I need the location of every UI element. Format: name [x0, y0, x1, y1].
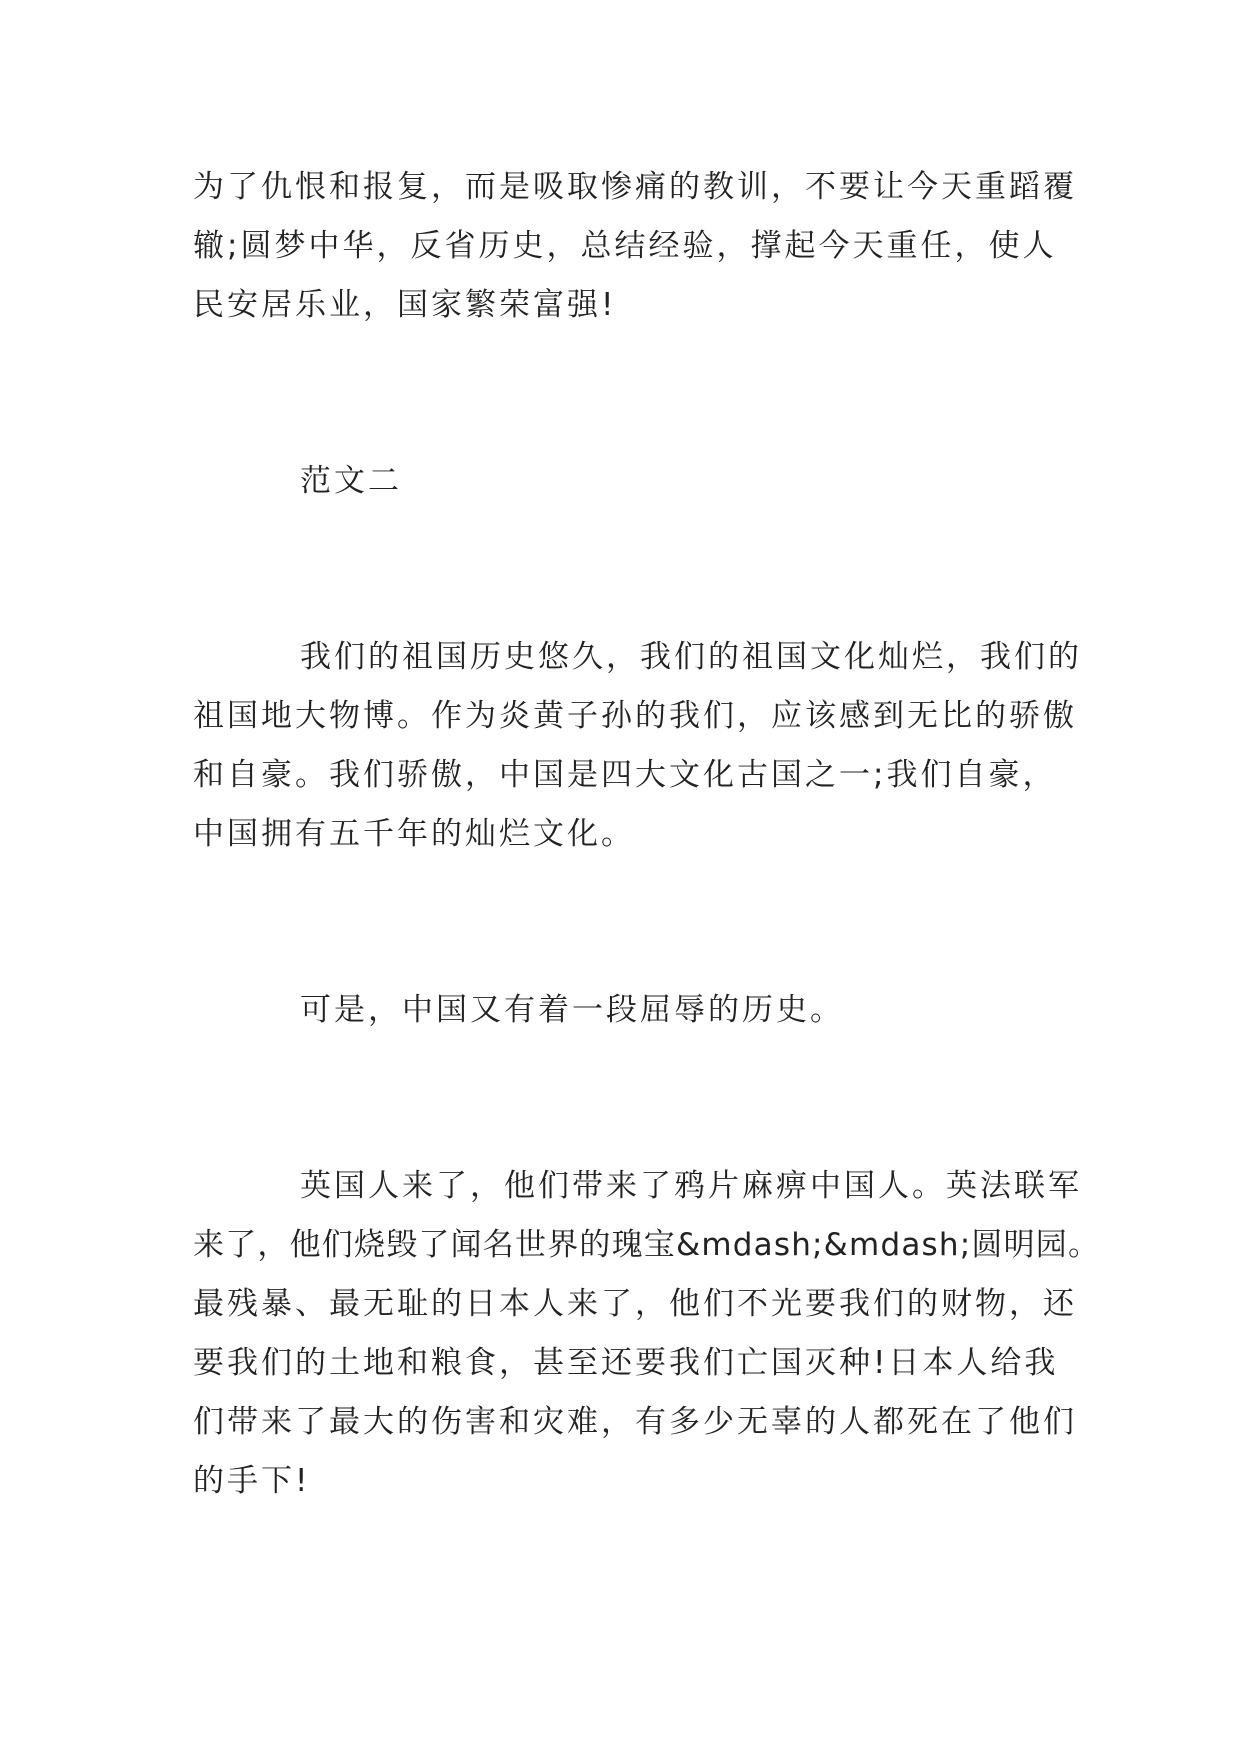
paragraph-line: 可是，中国又有着一段屈辱的历史。 — [300, 992, 844, 1028]
paragraph-line: 来了，他们烧毁了闻名世界的瑰宝&mdash;&mdash;圆明园。 — [193, 1227, 1101, 1263]
section-heading: 范文二 — [300, 463, 402, 499]
paragraph-line: 和自豪。我们骄傲，中国是四大文化古国之一;我们自豪， — [193, 757, 1057, 793]
paragraph-line: 英国人来了，他们带来了鸦片麻痹中国人。英法联军 — [300, 1168, 1082, 1204]
paragraph-line: 们带来了最大的伤害和灾难，有多少无辜的人都死在了他们 — [193, 1404, 1077, 1440]
paragraph-line: 的手下! — [193, 1463, 311, 1499]
paragraph-line: 中国拥有五千年的灿烂文化。 — [193, 816, 635, 852]
paragraph-line: 最残暴、最无耻的日本人来了，他们不光要我们的财物，还 — [193, 1286, 1077, 1322]
paragraph-line: 为了仇恨和报复，而是吸取惨痛的教训，不要让今天重蹈覆 — [193, 169, 1077, 205]
paragraph-line: 民安居乐业，国家繁荣富强! — [193, 287, 617, 323]
paragraph-line: 祖国地大物博。作为炎黄子孙的我们，应该感到无比的骄傲 — [193, 698, 1077, 734]
paragraph-line: 要我们的土地和粮食，甚至还要我们亡国灭种!日本人给我 — [193, 1345, 1059, 1381]
paragraph-line: 我们的祖国历史悠久，我们的祖国文化灿烂，我们的 — [300, 639, 1082, 675]
paragraph-line: 辙;圆梦中华，反省历史，总结经验，撑起今天重任，使人 — [193, 228, 1057, 264]
